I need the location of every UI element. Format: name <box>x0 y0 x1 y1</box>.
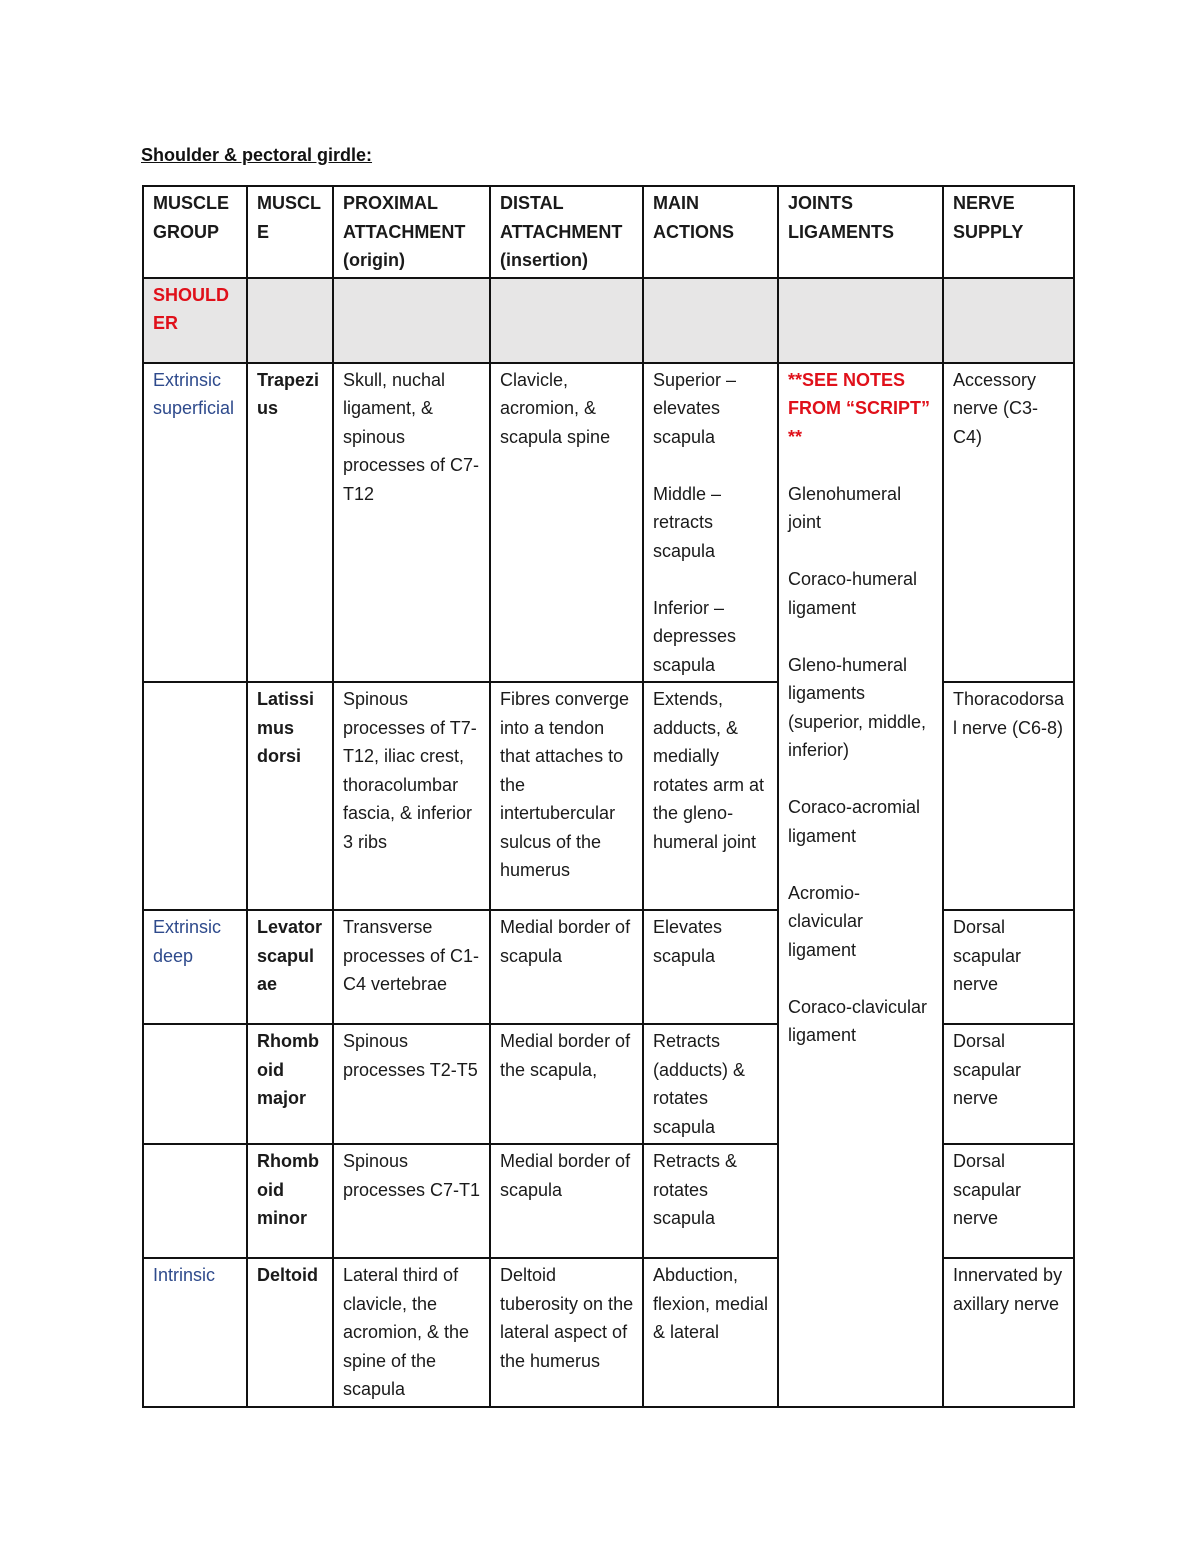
section-cell <box>490 278 643 363</box>
distal-attachment-cell: Clavicle, acromion, & scapula spine <box>490 363 643 683</box>
proximal-attachment-cell: Spinous processes T2-T5 <box>333 1024 490 1144</box>
proximal-attachment-cell: Skull, nuchal ligament, & spinous processes of C7-T12 <box>333 363 490 683</box>
header-nerve-supply: NERVE SUPPLY <box>943 186 1074 278</box>
main-actions-cell: Retracts & rotates scapula <box>643 1144 778 1258</box>
joint-item: Glenohumeral joint <box>788 483 902 532</box>
table-row <box>143 363 1074 683</box>
action-item: Superior – elevates scapula <box>653 369 737 447</box>
distal-attachment-cell: Medial border of scapula <box>490 1144 643 1258</box>
nerve-supply-cell: Dorsal scapular nerve <box>943 1024 1074 1144</box>
distal-attachment-cell: Medial border of scapula <box>490 910 643 1024</box>
page-title: Shoulder & pectoral girdle: <box>141 145 373 165</box>
main-actions-cell: Elevates scapula <box>643 910 778 1024</box>
muscle-name-cell: Levator scapulae <box>247 910 333 1024</box>
muscle-group-cell: Intrinsic <box>143 1258 247 1407</box>
muscle-group-cell: Extrinsic deep <box>143 910 247 1024</box>
muscle-group-cell <box>143 682 247 910</box>
main-actions-cell: Extends, adducts, & medially rotates arm at the gleno-humeral joint <box>643 682 778 910</box>
joint-item: Coraco-humeral ligament <box>788 569 918 618</box>
joint-item: Acromio-clavicular ligament <box>788 882 864 960</box>
muscle-name-cell: Deltoid <box>247 1258 333 1407</box>
muscle-group-cell <box>143 1024 247 1144</box>
header-muscle-group: MUSCLE GROUP <box>143 186 247 278</box>
muscle-name-cell: Rhomboid major <box>247 1024 333 1144</box>
header-muscle: MUSCLE <box>247 186 333 278</box>
section-label: SHOULDER <box>143 278 247 363</box>
nerve-supply-cell: Dorsal scapular nerve <box>943 910 1074 1024</box>
distal-attachment-cell: Deltoid tuberosity on the lateral aspect of the humerus <box>490 1258 643 1407</box>
muscle-group-cell <box>143 1144 247 1258</box>
joint-item: Coraco-clavicular ligament <box>788 996 928 1045</box>
section-cell <box>333 278 490 363</box>
proximal-attachment-cell: Lateral third of clavicle, the acromion, & the spine of the scapula <box>333 1258 490 1407</box>
muscle-name-cell: Latissimus dorsi <box>247 682 333 910</box>
muscle-name-cell: Rhomboid minor <box>247 1144 333 1258</box>
header-proximal-attachment: PROXIMAL ATTACHMENT (origin) <box>333 186 490 278</box>
main-actions-cell <box>643 363 778 683</box>
header-joints-ligaments: JOINTS LIGAMENTS <box>778 186 943 278</box>
nerve-supply-cell: Innervated by axillary nerve <box>943 1258 1074 1407</box>
joints-ligaments-cell <box>778 363 943 1407</box>
proximal-attachment-cell: Spinous processes C7-T1 <box>333 1144 490 1258</box>
action-item: Inferior – depresses scapula <box>653 597 737 675</box>
muscle-name-cell: Trapezius <box>247 363 333 683</box>
section-row-shoulder <box>143 278 1074 363</box>
section-cell <box>247 278 333 363</box>
header-row <box>143 186 1074 278</box>
nerve-supply-cell: Accessory nerve (C3-C4) <box>943 363 1074 683</box>
joint-item: Coraco-acromial ligament <box>788 797 921 846</box>
proximal-attachment-cell: Spinous processes of T7-T12, iliac crest, thoracolumbar fascia, & inferior 3 ribs <box>333 682 490 910</box>
section-cell <box>778 278 943 363</box>
main-actions-cell: Abduction, flexion, medial & lateral <box>643 1258 778 1407</box>
nerve-supply-cell: Thoracodorsal nerve (C6-8) <box>943 682 1074 910</box>
section-cell <box>643 278 778 363</box>
section-cell <box>943 278 1074 363</box>
nerve-supply-cell: Dorsal scapular nerve <box>943 1144 1074 1258</box>
script-note: **SEE NOTES FROM “SCRIPT” ** <box>788 369 930 447</box>
action-item: Middle – retracts scapula <box>653 483 722 561</box>
distal-attachment-cell: Medial border of the scapula, <box>490 1024 643 1144</box>
distal-attachment-cell: Fibres converge into a tendon that attaches to the intertubercular sulcus of the humerus <box>490 682 643 910</box>
joint-item: Gleno-humeral ligaments (superior, middle, inferior) <box>788 654 927 760</box>
main-actions-cell: Retracts (adducts) & rotates scapula <box>643 1024 778 1144</box>
header-main-actions: MAIN ACTIONS <box>643 186 778 278</box>
proximal-attachment-cell: Transverse processes of C1-C4 vertebrae <box>333 910 490 1024</box>
muscle-table <box>142 185 1075 1408</box>
header-distal-attachment: DISTAL ATTACHMENT (insertion) <box>490 186 643 278</box>
muscle-group-cell: Extrinsic superficial <box>143 363 247 683</box>
